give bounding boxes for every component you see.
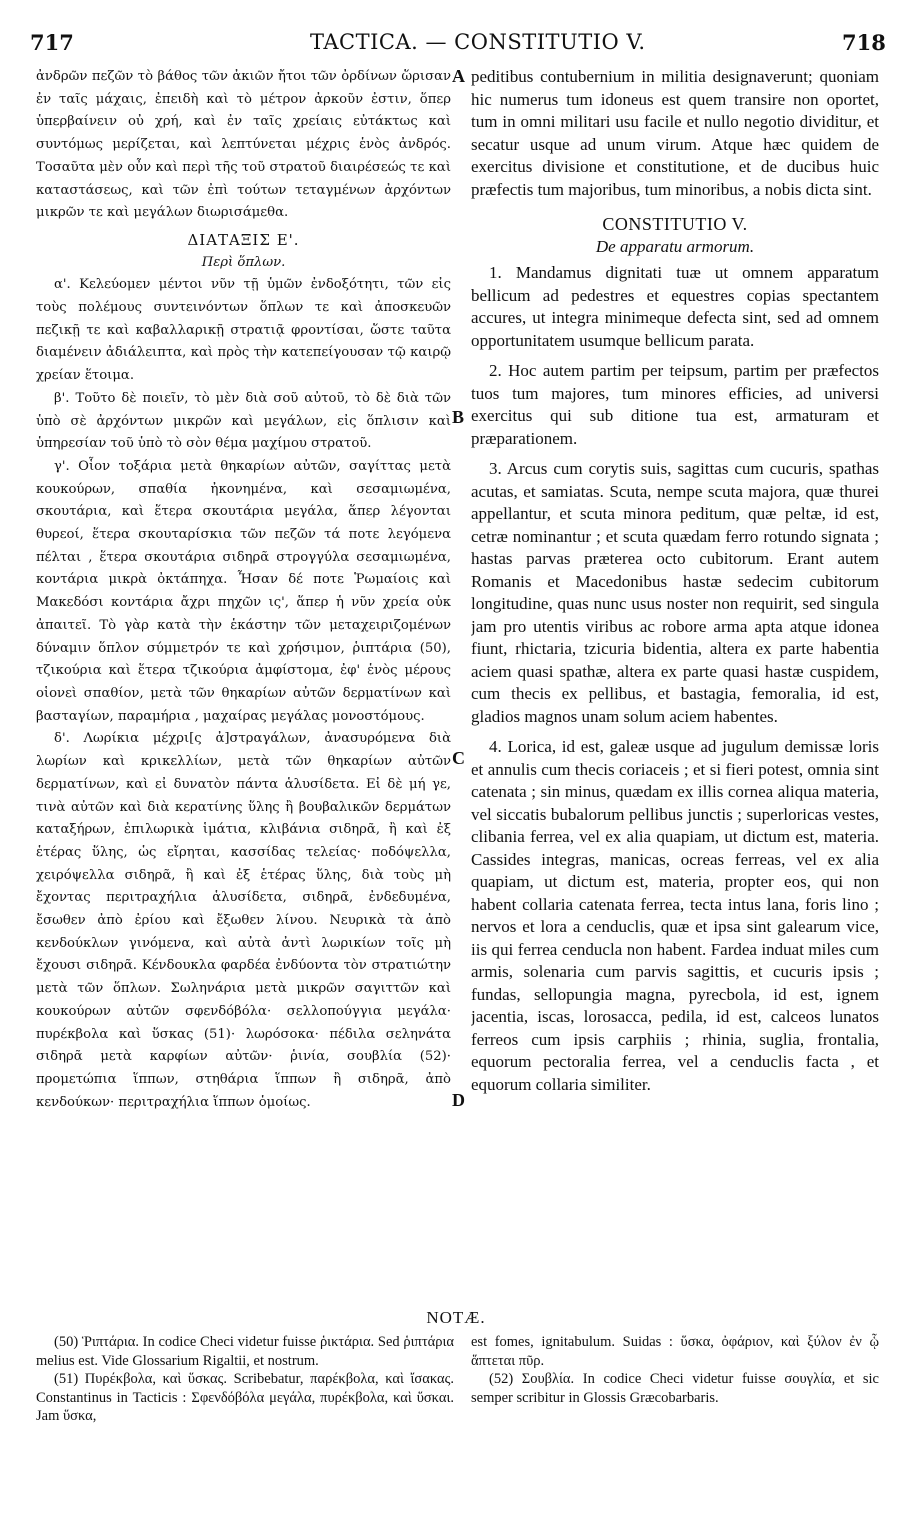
latin-intro: peditibus contubernium in militia designaverunt; quoniam hic numerus tum idoneus est quem transire non oportet, tum in omni militari usu facile et nullo negotio dividitur, et secatur usque ad unum virum. Atque hæc quidem de exercitus divisione et constitutione, et de ducibus huic præfectis tum majoribus, tum minoribus, a nobis dicta sint. bbox=[471, 67, 879, 199]
notes-left-column bbox=[36, 1333, 454, 1426]
note-51: (51) Πυρέκβολα, καὶ ὕσκας. Scribebatur, παρέκβολα, καὶ ἴσακας. Constantinus in Tacticis : Σφενδόβόλα μεγάλα, πυρέκβολα, καὶ ὕσκαι. Jam ὕσκα, bbox=[36, 1371, 454, 1424]
latin-column bbox=[471, 66, 879, 1291]
note-52: (52) Σουβλία. In codice Checi videtur fuisse σουγλία, et sic semper scribitur in Glossis Græcobarbaris. bbox=[471, 1371, 879, 1406]
left-page-number: 717 bbox=[30, 30, 74, 55]
notes-right-column bbox=[471, 1333, 879, 1407]
greek-column bbox=[36, 66, 451, 1291]
greek-constitution-title: ΔΙΑΤΑΞΙΣ Ε'. bbox=[187, 230, 300, 249]
running-header bbox=[0, 30, 912, 60]
right-page-number: 718 bbox=[842, 30, 886, 55]
note-50: (50) Ῥιπτάρια. In codice Checi videtur fuisse ῥικτάρια. Sed ῥιπτάρια melius est. Vide Glossarium Rigaltii, et nostrum. bbox=[36, 1334, 454, 1369]
greek-paragraph-3: γ'. Οἷον τοξάρια μετὰ θηκαρίων αὐτῶν, σαγίττας μετὰ κουκούρων, σπαθία ἠκονημένα, καὶ σεσαμιωμένα, σκουτάρια, καὶ ἕτερα σκουτάρια μεγάλα, ἅπερ λέγονται θυρεοί, ἕτερα σκουταρίσκια τῶν πεζῶν τά ποτε λεγόμενα πέλται , ἕτερα σκουτάρια σιδηρᾶ στρογγύλα σεσαμιωμένα, κοντάρια μικρὰ ὀκτάπηχα. Ἦσαν δέ ποτε Ῥωμαίοις καὶ Μακεδόσι κοντάρια ἄχρι πηχῶν ις', ἅπερ ἡ νῦν χρεία οὐκ ἀπαιτεῖ. Τὸ γὰρ κατὰ τὴν ἑκάστην τῶν μεταχειριζομένων δύναμιν ὅπλον σύμμετρόν τε καὶ χρήσιμον, ῥιπτάρια (50), τζικούρια καὶ ἕτερα τζικούρια ἀμφίστομα, ἐφ' ἑνὸς μέρους οἱονεὶ σπαθίον, μετὰ τῶν θηκαρίων αὐτῶν δερματίνων καὶ βασταγίων, παραμήρια , μαχαίρας μεγάλας μονοστόμους. bbox=[36, 458, 451, 724]
margin-marker-d: D bbox=[452, 1090, 465, 1110]
latin-paragraph-1: 1. Mandamus dignitati tuæ ut omnem apparatum bellicum ad pedestres et equestres copias spectantem accures, ut integra minimeque defecta sint, sed ad omnem opportunitatem usumque bellicum parata. bbox=[471, 263, 879, 350]
greek-intro: ἀνδρῶν πεζῶν τὸ βάθος τῶν ἀκιῶν ἤτοι τῶν ὀρδίνων ὥρισαν ἐν ταῖς μάχαις, ἐπειδὴ καὶ τὸ μέτρον ἀρκοῦν ἐστιν, ὅπερ ὑπερβαίνειν οὐ χρή, καὶ ἐν ταῖς χρείαις εὐτάκτως καὶ συντόμως μερίζεται, καὶ λεπτύνεται μέχρις ἑνὸς ἀνδρός. Τοσαῦτα μὲν οὖν καὶ περὶ τῆς τοῦ στρατοῦ διαιρέσεώς τε καὶ καταστάσεως, καὶ τῶν ἐπὶ τούτων τεταγμένων ἀρχόντων μικρῶν τε καὶ μεγάλων διωρισάμεθα. bbox=[36, 69, 451, 221]
margin-marker-c: C bbox=[452, 748, 465, 768]
latin-paragraph-3: 3. Arcus cum corytis suis, sagittas cum cucuris, spathas acutas, et samiatas. Scuta, nempe scuta majora, quæ thurei appellantur, et scuta minora peditum, quæ peltæ, id est, cetræ nominantur ; et scuta quædam ferro rotundo signata ; hastas parvas præterea octo cubitorum. Erant autem Romanis et Macedonibus hastæ sedecim cubitorum longitudine, quas nunc usus noster non requirit, sed singula jam pro utentis viribus ac robore arma apta atque idonea fiunt, rhictaria, tzicuria bidentia, altera ex parte habentia aciem quasi spathæ, altera ex parte quasi hastæ cuspidem, cum thecis ex pellibus, et bastagia, femoralia, id est, gladios magnos unam solum aciem habentes. bbox=[471, 459, 879, 726]
greek-paragraph-1: α'. Κελεύομεν μέντοι νῦν τῇ ὑμῶν ἐνδοξότητι, τῶν εἰς τοὺς πολέμους συντεινόντων ὅπλων τε καὶ ἀποσκευῶν πεζικῇ τε καὶ καβαλλαρικῇ στρατιᾷ φροντίσαι, ὥστε ταῦτα διαμένειν ἀδιάλειπτα, καὶ πρὸς τὴν κατεπείγουσαν τῷ καιρῷ χρείαν ἕτοιμα. bbox=[36, 277, 451, 384]
greek-paragraph-4: δ'. Λωρίκια μέχρι[ς ἀ]στραγάλων, ἀνασυρόμενα διὰ λωρίων καὶ κρικελλίων, μετὰ τῶν θηκαρίων αὐτῶν δερματίνων, καὶ εἰ δυνατὸν πάντα ἁλυσίδετα. Εἰ δὲ μή γε, τινὰ αὐτῶν καὶ διὰ κερατίνης ὕλης ἢ βουβαλικῶν δερμάτων καταξήρων, ἐπιλωρικὰ ἱμάτια, κλιβάνια σιδηρᾶ, ἢ καὶ ἐξ ἑτέρας ὕλης, ὡς εἴρηται, κασσίδας τελείας· ποδόψελλα, χειρόψελλα σιδηρᾶ, ἢ καὶ ἐξ ἑτέρας ὕλης, διὰ τοὺς μὴ ἔχοντας περιτραχήλια ἁλυσίδετα, σιδηρᾶ, ἐνδεδυμένα, ἔσωθεν ἀπὸ ἐρίου καὶ ἔξωθεν λίνου. Νευρικὰ τὰ ἀπὸ κενδούκλων γινόμενα, καὶ αὐτὰ ἀντὶ λωρικίων τοῖς μὴ ἔχουσι σιδηρᾶ. Κένδουκλα φαρδέα ἐνδύοντα τὸν στρατιώτην μετὰ τῶν ὅπλων. Σωληνάρια μετὰ μικρῶν σαγιττῶν καὶ κουκούρων αὐτῶν σφενδόβόλα· σελλοπούγγια μεγάλα· πυρέκβολα καὶ ὕσκας (51)· λωρόσοκα· πέδιλα σεληνάτα σιδηρᾶ μετὰ καρφίων αὐτῶν· ῥινία, σουβλία (52)· προμετώπια ἵππων, στηθάρια ἵππων ἢ σιδηρᾶ, ἀπὸ κενδούκων· περιτραχήλια ἵππων ὁμοίως. bbox=[36, 731, 451, 1110]
running-title: TACTICA. — CONSTITUTIO V. bbox=[310, 30, 646, 54]
notes-title: NOTÆ. bbox=[426, 1308, 486, 1327]
latin-paragraph-4: 4. Lorica, id est, galeæ usque ad jugulum demissæ loris et annulis cum thecis coriaceis ; et si fieri potest, omnia sint catenata ; sin minus, quædam ex illis cornea aliqua materia, vel siccatis bubalorum pellibus junctis ; superloricas vestes, clibania ferrea, vel ex alia quapiam, ut dictum est, materia. Cassides integras, manicas, ocreas ferreas, vel ex alia quapiam, ut dictum est, materia, propter eos, qui non habent collaria catenata ferrea, tecta intus lana, foris lino ; nervos et lora a cenduclis, quæ et ipsa sint galearum vice, iis qui ferrea cenducla non habent. Fardea induat miles cum armis, solenaria cum parvis sagittis, et cucuris ipsis ; fundas, sellopungia magna, pyrecbola, id est, ignem jacentia, iscas, lorosacca, pedila, id est, calceos lunatos ferreos cum ipsis carphiis ; rhinia, suglia, frontalia, equorum pectoralia ferrea, vel a cenduclis facta , et equorum collaria similiter. bbox=[471, 737, 879, 1094]
latin-paragraph-2: 2. Hoc autem partim per teipsum, partim per præfectos tuos tum majores, tum minores efficies, ad universi exercitus qui sub ditione tua est, armaturam et præparationem. bbox=[471, 361, 879, 448]
latin-constitution-title: CONSTITUTIO V. bbox=[602, 214, 748, 234]
note-51-continued: est fomes, ignitabulum. Suidas : ὕσκα, ὀφάριον, καὶ ξύλον ἐν ᾧ ἅπτεται πῦρ. bbox=[471, 1334, 879, 1369]
greek-constitution-subtitle: Περὶ ὅπλων. bbox=[201, 254, 286, 270]
greek-paragraph-2: β'. Τοῦτο δὲ ποιεῖν, τὸ μὲν διὰ σοῦ αὐτοῦ, τὸ δὲ διὰ τῶν ὑπὸ σὲ ἀρχόντων μικρῶν καὶ μεγάλων, εἰς ὅπλισιν καὶ ὑπηρεσίαν τοῦ ὑπὸ τὸ σὸν θέμα μαχίμου στρατοῦ. bbox=[36, 390, 451, 452]
margin-marker-b: B bbox=[452, 407, 465, 427]
latin-constitution-subtitle: De apparatu armorum. bbox=[595, 236, 755, 256]
margin-marker-a: A bbox=[452, 66, 465, 86]
